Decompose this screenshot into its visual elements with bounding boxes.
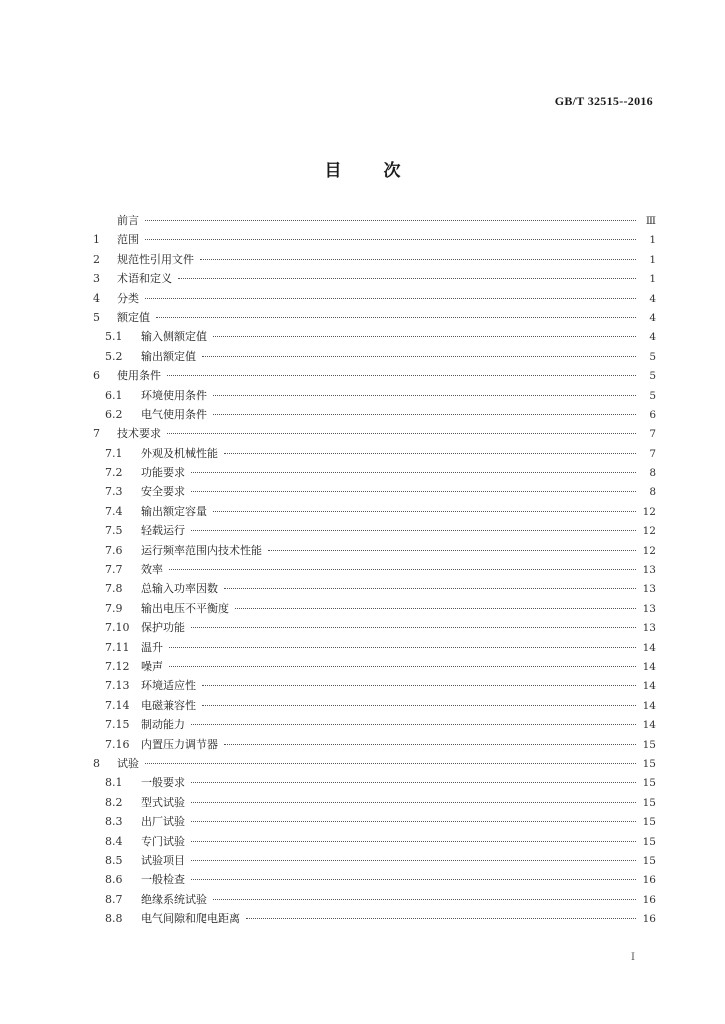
toc-entry-number: 3 (93, 272, 100, 286)
toc-entry-label: 功能要求 (141, 466, 185, 480)
toc-entry[interactable] (93, 270, 656, 289)
toc-entry-page: 13 (642, 583, 656, 596)
toc-entry-number: 8.7 (105, 892, 123, 906)
toc-entry-number: 6.1 (105, 388, 123, 402)
toc-entry-number: 7.5 (105, 524, 123, 538)
toc-entry-label: 试验 (117, 756, 139, 770)
toc-leader-dots (169, 569, 636, 570)
toc-entry[interactable] (93, 387, 656, 406)
toc-entry-label: 试验项目 (141, 853, 185, 867)
toc-leader-dots (191, 472, 636, 473)
toc-entry[interactable] (93, 600, 656, 619)
toc-entry-label: 总输入功率因数 (141, 582, 218, 596)
toc-entry-number: 7 (93, 427, 100, 441)
toc-leader-dots (178, 278, 636, 279)
toc-entry-label: 轻载运行 (141, 524, 185, 538)
toc-entry-number: 6 (93, 369, 100, 383)
toc-entry-label: 绝缘系统试验 (141, 892, 207, 906)
toc-leader-dots (213, 414, 636, 415)
toc-entry-label: 一般要求 (141, 776, 185, 790)
toc-entry-number: 7.8 (105, 582, 123, 596)
toc-entry-number: 7.6 (105, 543, 123, 557)
toc-entry-label: 内置压力调节器 (141, 737, 218, 751)
toc-entry-label: 输出额定值 (141, 349, 196, 363)
toc-entry-page: 15 (642, 738, 656, 751)
toc-leader-dots (202, 705, 636, 706)
toc-entry[interactable] (93, 522, 656, 541)
toc-entry[interactable] (93, 716, 656, 735)
toc-leader-dots (191, 530, 636, 531)
toc-entry[interactable] (93, 774, 656, 793)
toc-entry-number: 7.12 (105, 659, 130, 673)
toc-entry-page: 7 (649, 447, 656, 460)
toc-entry-label: 术语和定义 (117, 272, 172, 286)
toc-entry[interactable] (93, 348, 656, 367)
toc-entry[interactable] (93, 542, 656, 561)
toc-entry-number: 1 (93, 233, 100, 247)
toc-entry-label: 专门试验 (141, 834, 185, 848)
toc-entry[interactable] (93, 677, 656, 696)
toc-entry-number: 8.1 (105, 776, 123, 790)
toc-leader-dots (268, 550, 636, 551)
toc-entry-number: 8.8 (105, 912, 123, 926)
toc-entry-label: 温升 (141, 640, 163, 654)
toc-entry-page: 4 (649, 292, 656, 305)
toc-leader-dots (191, 841, 636, 842)
toc-entry-label: 电气间隙和爬电距离 (141, 912, 240, 926)
toc-entry-page: 6 (649, 408, 656, 421)
toc-entry-number: 7.15 (105, 718, 130, 732)
toc-entry-label: 输出电压不平衡度 (141, 601, 229, 615)
toc-entry-page: 12 (642, 544, 656, 557)
toc-entry-page: 8 (649, 486, 656, 499)
toc-entry-label: 环境使用条件 (141, 388, 207, 402)
toc-entry[interactable] (93, 639, 656, 658)
toc-entry[interactable] (93, 736, 656, 755)
toc-entry-label: 安全要求 (141, 485, 185, 499)
toc-entry-page: 13 (642, 622, 656, 635)
toc-entry-number: 8 (93, 756, 100, 770)
toc-entry-page: 15 (642, 777, 656, 790)
toc-leader-dots (191, 724, 636, 725)
toc-leader-dots (213, 336, 636, 337)
toc-leader-dots (191, 860, 636, 861)
toc-entry-page: 15 (642, 796, 656, 809)
toc-entry-page: 5 (649, 389, 656, 402)
toc-entry-page: 15 (642, 854, 656, 867)
toc-entry-page: 12 (642, 505, 656, 518)
toc-entry-number: 8.3 (105, 815, 123, 829)
toc-leader-dots (202, 356, 636, 357)
table-of-contents (93, 212, 656, 929)
toc-entry-page: 4 (649, 311, 656, 324)
toc-entry-number: 7.4 (105, 504, 123, 518)
toc-leader-dots (213, 511, 636, 512)
toc-entry-number: 2 (93, 252, 100, 266)
toc-leader-dots (191, 879, 636, 880)
toc-entry[interactable] (93, 833, 656, 852)
toc-leader-dots (224, 744, 636, 745)
toc-leader-dots (167, 375, 636, 376)
toc-entry-label: 外观及机械性能 (141, 446, 218, 460)
toc-entry[interactable] (93, 483, 656, 502)
toc-entry-page: 15 (642, 757, 656, 770)
toc-entry[interactable] (93, 251, 656, 270)
toc-entry-label: 一般检查 (141, 873, 185, 887)
toc-entry[interactable] (93, 910, 656, 929)
toc-leader-dots (167, 433, 636, 434)
title-char-1: 目 (324, 161, 342, 181)
toc-entry-page: 13 (642, 602, 656, 615)
toc-entry-label: 输出额定容量 (141, 504, 207, 518)
toc-entry[interactable] (93, 794, 656, 813)
toc-entry-number: 6.2 (105, 407, 123, 421)
toc-leader-dots (145, 763, 636, 764)
toc-entry-label: 环境适应性 (141, 679, 196, 693)
toc-entry-label: 额定值 (117, 310, 150, 324)
toc-leader-dots (213, 395, 636, 396)
toc-entry-page: 4 (649, 331, 656, 344)
toc-entry-page: 7 (649, 428, 656, 441)
toc-entry-label: 出厂试验 (141, 815, 185, 829)
toc-entry[interactable] (93, 464, 656, 483)
toc-entry-page: 12 (642, 525, 656, 538)
toc-entry[interactable] (93, 580, 656, 599)
toc-leader-dots (246, 918, 636, 919)
toc-entry[interactable] (93, 309, 656, 328)
toc-leader-dots (169, 666, 636, 667)
toc-entry-page: 16 (642, 913, 656, 926)
toc-entry[interactable] (93, 231, 656, 250)
toc-leader-dots (156, 317, 636, 318)
toc-entry-number: 7.3 (105, 485, 123, 499)
toc-leader-dots (169, 647, 636, 648)
toc-entry-page: 14 (642, 660, 656, 673)
toc-entry-number: 7.1 (105, 446, 123, 460)
toc-entry[interactable] (93, 406, 656, 425)
toc-entry-number: 7.11 (105, 640, 130, 654)
toc-entry-page: 13 (642, 564, 656, 577)
toc-entry-page: 1 (649, 253, 656, 266)
toc-entry[interactable] (93, 658, 656, 677)
toc-entry-number: 8.2 (105, 795, 123, 809)
toc-entry-label: 前言 (117, 214, 139, 227)
toc-leader-dots (145, 220, 636, 221)
toc-leader-dots (191, 627, 636, 628)
toc-entry[interactable] (93, 813, 656, 832)
toc-entry-label: 运行频率范围内技术性能 (141, 543, 262, 557)
toc-entry-number: 8.6 (105, 873, 123, 887)
toc-leader-dots (191, 802, 636, 803)
toc-entry-label: 型式试验 (141, 795, 185, 809)
toc-entry-label: 分类 (117, 291, 139, 305)
toc-entry-page: 5 (649, 370, 656, 383)
toc-entry-page: 14 (642, 641, 656, 654)
toc-leader-dots (191, 821, 636, 822)
page-number: I (631, 952, 635, 963)
toc-leader-dots (224, 453, 636, 454)
toc-entry-label: 规范性引用文件 (117, 252, 194, 266)
toc-entry-label: 电磁兼容性 (141, 698, 196, 712)
toc-leader-dots (202, 685, 636, 686)
toc-entry-number: 7.2 (105, 466, 123, 480)
toc-leader-dots (200, 259, 636, 260)
toc-entry-label: 效率 (141, 563, 163, 577)
toc-entry-page: 15 (642, 816, 656, 829)
toc-entry[interactable] (93, 852, 656, 871)
toc-leader-dots (191, 782, 636, 783)
toc-entry[interactable] (93, 561, 656, 580)
toc-entry[interactable] (93, 871, 656, 890)
toc-leader-dots (235, 608, 636, 609)
toc-entry-number: 7.13 (105, 679, 130, 693)
toc-entry-number: 7.7 (105, 563, 123, 577)
toc-entry-number: 7.9 (105, 601, 123, 615)
toc-entry-number: 5.2 (105, 349, 123, 363)
toc-entry[interactable] (93, 697, 656, 716)
page-title (0, 156, 725, 181)
toc-leader-dots (191, 491, 636, 492)
toc-entry-number: 7.10 (105, 621, 130, 635)
document-code: GB/T 32515--2016 (554, 94, 653, 108)
toc-entry-number: 4 (93, 291, 100, 305)
toc-entry-label: 制动能力 (141, 718, 185, 732)
toc-entry[interactable] (93, 367, 656, 386)
toc-entry-page: Ⅲ (645, 215, 656, 227)
toc-entry-label: 保护功能 (141, 621, 185, 635)
toc-entry[interactable] (93, 425, 656, 444)
toc-entry-number: 8.4 (105, 834, 123, 848)
toc-leader-dots (145, 298, 636, 299)
toc-entry-label: 电气使用条件 (141, 407, 207, 421)
toc-entry-page: 1 (649, 234, 656, 247)
toc-entry-page: 14 (642, 699, 656, 712)
toc-leader-dots (213, 899, 636, 900)
toc-entry-number: 8.5 (105, 853, 123, 867)
toc-entry-number: 7.14 (105, 698, 130, 712)
toc-entry-page: 5 (649, 350, 656, 363)
toc-entry[interactable] (93, 212, 656, 231)
toc-entry-number: 5.1 (105, 330, 123, 344)
toc-entry-page: 16 (642, 874, 656, 887)
toc-entry-page: 8 (649, 467, 656, 480)
toc-entry-page: 14 (642, 719, 656, 732)
toc-entry-label: 输入侧额定值 (141, 330, 207, 344)
toc-entry[interactable] (93, 619, 656, 638)
toc-entry-number: 7.16 (105, 737, 130, 751)
toc-entry[interactable] (93, 503, 656, 522)
toc-leader-dots (224, 588, 636, 589)
toc-leader-dots (145, 239, 636, 240)
toc-entry[interactable] (93, 755, 656, 774)
toc-entry-label: 使用条件 (117, 369, 161, 383)
toc-entry-page: 16 (642, 893, 656, 906)
toc-entry-number: 5 (93, 310, 100, 324)
toc-entry-page: 14 (642, 680, 656, 693)
toc-entry[interactable] (93, 328, 656, 347)
title-char-2: 次 (383, 161, 401, 181)
toc-entry-page: 1 (649, 273, 656, 286)
toc-entry[interactable] (93, 891, 656, 910)
toc-entry-page: 15 (642, 835, 656, 848)
toc-entry-label: 噪声 (141, 659, 163, 673)
toc-entry[interactable] (93, 445, 656, 464)
toc-entry-label: 技术要求 (117, 427, 161, 441)
toc-entry-label: 范围 (117, 233, 139, 247)
toc-entry[interactable] (93, 290, 656, 309)
